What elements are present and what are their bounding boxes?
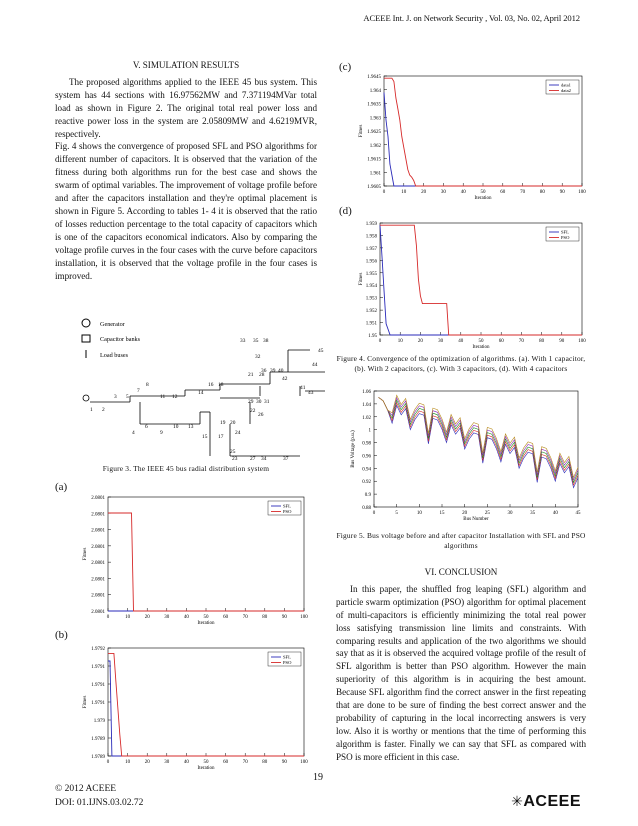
y-tick-label: 1.9615 xyxy=(367,157,381,163)
figure-3-caption: Figure 3. The IEEE 45 bus radial distribution system xyxy=(102,464,270,473)
x-axis-label: Iteration xyxy=(474,196,492,201)
x-tick-label: 70 xyxy=(518,339,524,344)
x-tick-label: 30 xyxy=(164,615,170,620)
x-axis-label: Iteration xyxy=(197,621,215,626)
bus-label-35: 35 xyxy=(253,338,259,344)
y-tick-label: 0.96 xyxy=(362,454,371,460)
bus-label-19: 19 xyxy=(220,420,226,426)
y-tick-label: 1.964 xyxy=(369,88,381,94)
bus-label-45: 45 xyxy=(318,348,324,354)
bus-label-14: 14 xyxy=(198,390,204,396)
y-tick-label: 2.0801 xyxy=(91,496,105,501)
x-tick-label: 90 xyxy=(559,339,565,344)
footer-left xyxy=(55,782,143,810)
x-tick-label: 40 xyxy=(458,339,464,344)
y-tick-label: 2.0801 xyxy=(91,528,105,534)
x-tick-label: 20 xyxy=(144,615,150,620)
y-tick-label: 2.0801 xyxy=(91,512,105,518)
x-tick-label: 90 xyxy=(559,190,565,195)
legend-label: PSO xyxy=(561,235,570,240)
x-tick-label: 20 xyxy=(421,190,427,195)
y-tick-label: 0.9 xyxy=(364,493,371,499)
x-axis-label: Iteration xyxy=(472,345,490,350)
y-tick-label: 1.9789 xyxy=(91,755,105,760)
x-tick-label: 40 xyxy=(460,190,466,195)
bus-label-41: 41 xyxy=(300,385,306,391)
x-tick-label: 10 xyxy=(125,615,131,620)
bus-label-32: 32 xyxy=(255,354,261,360)
left-column xyxy=(55,59,317,282)
y-tick-label: 1.9792 xyxy=(91,647,105,652)
x-tick-label: 50 xyxy=(480,190,486,195)
y-tick-label: 1.9645 xyxy=(367,75,381,80)
x-tick-label: 60 xyxy=(498,339,504,344)
y-tick-label: 1.04 xyxy=(362,402,371,408)
y-tick-label: 1.963 xyxy=(369,116,381,122)
y-tick-label: 0.94 xyxy=(362,467,371,473)
x-tick-label: 90 xyxy=(281,615,287,620)
bus-label-7: 7 xyxy=(137,388,140,394)
panel-letter-a: (a) xyxy=(55,481,68,493)
bus-label-39: 39 xyxy=(270,368,276,374)
bus-label-28: 28 xyxy=(259,372,265,378)
x-tick-label: 80 xyxy=(262,760,268,765)
plot-frame xyxy=(374,391,578,507)
x-tick-label: 20 xyxy=(462,511,468,516)
x-axis-label: Bus Number xyxy=(463,517,489,522)
x-tick-label: 0 xyxy=(106,760,110,765)
y-axis-label: Fitnes xyxy=(82,695,88,709)
y-tick-label: 1.9789 xyxy=(91,737,105,742)
page-number: 19 xyxy=(313,772,323,783)
paragraph-conclusion: In this paper, the shuffled frog leaping (SFL) algorithm and particle swarm optimization (PSO) algorithm for optimal placement of multi-capacitors is efficiently minimizing the total real power loss satisfying transmission line limits and constraints. With comparing results and application of the two algorithms we should say that as it is observed the acquired voltage profile of the result of SFL algorithm is better than PSO algorithm. However the main superiority of this algorithm is in acquiring the best amount. Because SFL algorithm find the correct answer in the first repeating that are done to be sure of finding the best correct answer and the probability of capturing in the local incorrecting answers is very low. Also it is worthy or mentions that the time of performing this algorithm is faster. Finally we can say that SFL as compared with PSO is more efficient in this case. xyxy=(336,583,586,762)
bus-label-3: 3 xyxy=(114,394,117,400)
y-tick-label: 1.02 xyxy=(362,415,371,421)
y-tick-label: 0.88 xyxy=(362,506,371,511)
legend-label: SFL xyxy=(283,503,291,509)
x-tick-label: 10 xyxy=(401,190,407,195)
chart-bus-voltage xyxy=(346,387,584,525)
x-tick-label: 100 xyxy=(300,615,308,620)
footer-copyright: © 2012 ACEEE xyxy=(55,784,117,794)
aceee-logo xyxy=(511,793,581,811)
y-tick-label: 1.958 xyxy=(365,234,377,240)
x-tick-label: 60 xyxy=(223,760,229,765)
bus-label-5: 5 xyxy=(126,394,129,400)
chart-convergence-c xyxy=(354,72,588,202)
y-axis-label: Fitnes xyxy=(82,547,88,561)
y-tick-label: 2.0801 xyxy=(91,577,105,583)
y-tick-label: 1.06 xyxy=(362,390,371,395)
bus-label-15: 15 xyxy=(202,434,208,440)
x-tick-label: 60 xyxy=(500,190,506,195)
y-tick-label: 2.0801 xyxy=(91,544,105,550)
x-tick-label: 35 xyxy=(530,511,536,516)
x-tick-label: 30 xyxy=(164,760,170,765)
y-tick-label: 1.957 xyxy=(365,246,377,252)
bus-label-4: 4 xyxy=(132,430,135,436)
y-tick-label: 1.952 xyxy=(365,309,377,315)
legend-label: data2 xyxy=(561,88,571,93)
bus-label-31: 31 xyxy=(264,399,270,405)
legend-load: Load buses xyxy=(100,352,129,359)
figure-5-caption: Figure 5. Bus voltage before and after capacitor Installation with SFL and PSO algorithms xyxy=(336,531,586,550)
y-axis-label: Fitnes xyxy=(358,272,364,286)
bus-label-34: 34 xyxy=(261,456,267,462)
bus-label-18: 18 xyxy=(218,382,224,388)
x-tick-label: 0 xyxy=(372,511,376,516)
y-tick-label: 1.9605 xyxy=(367,185,381,190)
capacitor-symbol xyxy=(82,335,90,342)
y-tick-label: 1.9791 xyxy=(91,683,105,688)
panel-letter-d: (d) xyxy=(339,205,352,217)
y-tick-label: 1.9791 xyxy=(91,665,105,670)
bus-label-29: 29 xyxy=(248,399,254,405)
bus-label-44: 44 xyxy=(312,362,318,368)
x-tick-label: 60 xyxy=(223,615,229,620)
x-tick-label: 50 xyxy=(203,760,209,765)
bus-label-23: 23 xyxy=(232,456,238,462)
legend-label: data1 xyxy=(561,82,571,88)
logo-star-icon: ✳ xyxy=(511,793,524,809)
x-tick-label: 40 xyxy=(183,760,189,765)
x-tick-label: 70 xyxy=(242,760,248,765)
x-tick-label: 80 xyxy=(539,190,545,195)
x-tick-label: 70 xyxy=(242,615,248,620)
x-tick-label: 30 xyxy=(440,190,446,195)
x-tick-label: 0 xyxy=(106,615,110,620)
legend-generator: Generator xyxy=(100,321,125,328)
diagram-generator-icon xyxy=(83,395,89,401)
legend-capacitor: Capacitor banks xyxy=(100,336,141,343)
bus-label-20: 20 xyxy=(230,420,236,426)
bus-label-17: 17 xyxy=(218,434,224,440)
y-tick-label: 1.961 xyxy=(369,171,381,177)
bus-label-26: 26 xyxy=(258,412,264,418)
bus-label-16: 16 xyxy=(208,382,214,388)
right-column xyxy=(336,566,586,764)
x-tick-label: 0 xyxy=(382,190,386,195)
bus-label-27: 27 xyxy=(250,456,256,462)
x-tick-label: 100 xyxy=(578,339,586,344)
y-axis-label: Fitnes xyxy=(358,124,364,138)
panel-letter-b: (b) xyxy=(55,629,68,641)
y-tick-label: 1.953 xyxy=(365,296,377,302)
bus-label-43: 43 xyxy=(308,390,314,396)
x-tick-label: 50 xyxy=(478,339,484,344)
bus-label-42: 42 xyxy=(282,376,288,382)
x-tick-label: 40 xyxy=(552,511,558,516)
x-tick-label: 10 xyxy=(416,511,422,516)
panel-letter-c: (c) xyxy=(339,61,352,73)
chart-convergence-d xyxy=(354,219,588,351)
y-tick-label: 2.0801 xyxy=(91,561,105,567)
y-tick-label: 1.959 xyxy=(365,222,377,227)
x-tick-label: 0 xyxy=(378,339,382,344)
bus-label-36: 36 xyxy=(261,368,267,374)
y-tick-label: 2.0801 xyxy=(91,593,105,599)
x-tick-label: 80 xyxy=(262,615,268,620)
chart-convergence-a xyxy=(78,493,310,627)
x-tick-label: 25 xyxy=(484,511,490,516)
bus-label-33: 33 xyxy=(240,338,246,344)
x-tick-label: 45 xyxy=(575,511,581,516)
legend-label: SFL xyxy=(283,654,291,660)
y-tick-label: 1.955 xyxy=(365,271,377,277)
paragraph-sim-1: The proposed algorithms applied to the IEEE 45 bus system. This system has 44 sections with 16.97562MW and 7.371194MVar total load as shown in Figure 2. The original total real power loss and reactive power loss in the system are 2.05809MW and 4.6219MVR, respectively. xyxy=(55,76,317,139)
bus-label-6: 6 xyxy=(145,424,148,430)
bus-label-40: 40 xyxy=(278,368,284,374)
y-tick-label: 1.954 xyxy=(365,284,377,290)
bus-label-2: 2 xyxy=(102,407,105,413)
bus-label-11: 11 xyxy=(160,394,166,400)
bus-label-24: 24 xyxy=(235,430,241,436)
ieee-45-bus-diagram xyxy=(80,316,342,462)
bus-label-30: 30 xyxy=(256,399,262,405)
x-tick-label: 80 xyxy=(539,339,545,344)
footer-doi: DOI: 01.IJNS.03.02.72 xyxy=(55,798,144,808)
bus-label-9: 9 xyxy=(160,430,163,436)
y-axis-label: Bus Voltage (p.u.) xyxy=(350,430,356,468)
bus-label-37: 37 xyxy=(283,456,289,462)
bus-label-12: 12 xyxy=(172,394,178,400)
figure-4-caption: Figure 4. Convergence of the optimization of algorithms. (a). With 1 capacitor, (b). With 2 capacitors, (c). With 3 capacitors, (d). With 4 capacitors xyxy=(336,354,586,373)
x-tick-label: 30 xyxy=(438,339,444,344)
bus-label-1: 1 xyxy=(90,407,93,413)
y-tick-label: 2.0801 xyxy=(91,610,105,615)
x-tick-label: 30 xyxy=(507,511,513,516)
legend-label: PSO xyxy=(283,509,292,514)
x-axis-label: Iteration xyxy=(197,766,215,771)
paragraph-sim-2: Fig. 4 shows the convergence of proposed SFL and PSO algorithms for different number of capacitors. It is observed that the variation of the fitness during both algorithms run for the best case and shows the swarm of optimal variables. The improvement of voltage profile before and after the capacitors installation and they're optimal placement is shown in Figure 5. According to tables 1- 4 it is observed that the ratio of losses reduction percentage to the total capacity of capacitors which is one of the capacitors economical indicators. Also by comparing the voltage profile curves in the four cases with the curve before capacitors installation, it is observed that the voltage profile in the four cases is improved. xyxy=(55,141,317,281)
bus-label-13: 13 xyxy=(188,424,194,430)
bus-label-8: 8 xyxy=(146,382,149,388)
x-tick-label: 10 xyxy=(125,760,131,765)
logo-text: ACEEE xyxy=(523,793,581,810)
x-tick-label: 5 xyxy=(395,511,398,516)
legend-label: PSO xyxy=(283,660,292,665)
bus-label-21: 21 xyxy=(248,372,254,378)
section-title-conclusion: VI. CONCLUSION xyxy=(424,567,498,577)
journal-header: ACEEE Int. J. on Network Security , Vol. 03, No. 02, April 2012 xyxy=(363,13,580,23)
x-tick-label: 100 xyxy=(578,190,586,195)
x-tick-label: 40 xyxy=(183,615,189,620)
y-tick-label: 1.95 xyxy=(368,334,377,339)
y-tick-label: 1.979 xyxy=(93,719,105,724)
section-title-simulation: V. SIMULATION RESULTS xyxy=(132,60,240,70)
y-tick-label: 1.9791 xyxy=(91,701,105,706)
x-tick-label: 50 xyxy=(203,615,209,620)
bus-label-25: 25 xyxy=(230,449,236,455)
legend-label: SFL xyxy=(561,229,569,235)
x-tick-label: 90 xyxy=(281,760,287,765)
y-tick-label: 1 xyxy=(368,428,371,434)
x-tick-label: 20 xyxy=(144,760,150,765)
y-tick-label: 0.98 xyxy=(362,441,371,447)
x-tick-label: 10 xyxy=(397,339,403,344)
x-tick-label: 100 xyxy=(300,760,308,765)
x-tick-label: 20 xyxy=(417,339,423,344)
y-tick-label: 1.951 xyxy=(365,321,377,327)
y-tick-label: 0.92 xyxy=(362,480,371,486)
bus-label-22: 22 xyxy=(250,408,256,414)
generator-symbol xyxy=(82,319,90,327)
y-tick-label: 1.9625 xyxy=(367,130,381,135)
y-tick-label: 1.956 xyxy=(365,259,377,265)
y-tick-label: 1.962 xyxy=(369,143,381,149)
chart-convergence-b xyxy=(78,644,310,772)
bus-label-38: 38 xyxy=(263,338,269,344)
x-tick-label: 15 xyxy=(439,511,445,516)
bus-label-10: 10 xyxy=(173,424,179,430)
x-tick-label: 70 xyxy=(520,190,526,195)
y-tick-label: 1.9635 xyxy=(367,102,381,108)
